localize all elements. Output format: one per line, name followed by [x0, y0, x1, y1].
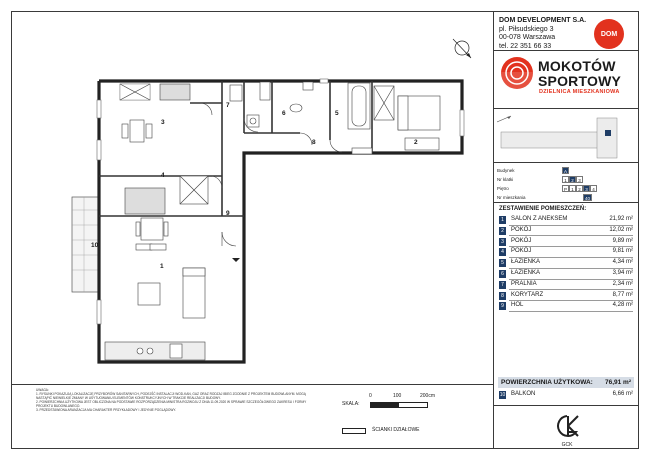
rooms-table-title: ZESTAWIENIE POMIESZCZEŃ: [499, 206, 587, 212]
scale-bar-graphic [370, 402, 428, 408]
scale-bar [342, 393, 482, 413]
total-area-row [498, 377, 634, 388]
dom-logo: DOM [594, 19, 624, 49]
room-area: 4,34 m² [612, 259, 633, 266]
scale-tick-0: 0 [369, 393, 372, 399]
room-number: 1 [499, 216, 506, 224]
balcony-row [499, 390, 633, 400]
room-row [499, 247, 633, 257]
room-label-6: 6 [282, 110, 286, 117]
room-name: POKÓJ [511, 248, 532, 255]
balcony-area: 6,66 m² [612, 391, 633, 397]
gck-logo [552, 412, 582, 448]
room-row-rule [509, 311, 633, 312]
room-label-10: 10 [91, 242, 99, 249]
location-cell: 2 [569, 176, 576, 183]
room-number: 9 [499, 302, 506, 310]
room-row [499, 280, 633, 290]
developer-city: 00-078 Warszawa [499, 34, 556, 42]
balcony-name: BALKON [511, 391, 536, 397]
room-label-3: 3 [161, 119, 165, 126]
total-area-value: 76,91 m² [604, 379, 631, 386]
brand-logo [500, 56, 630, 112]
location-separator [494, 202, 639, 203]
room-number: 5 [499, 259, 506, 267]
brand-separator [494, 108, 639, 109]
room-area: 3,94 m² [612, 270, 633, 276]
developer-info [499, 17, 586, 51]
location-row [497, 194, 612, 202]
room-row [499, 237, 633, 247]
room-area: 2,34 m² [612, 280, 633, 287]
keyplan-separator [494, 162, 639, 163]
developer-street: pl. Piłsudskiego 3 [499, 25, 554, 33]
room-number: 7 [499, 281, 506, 289]
developer-name: DOM DEVELOPMENT S.A. [499, 17, 587, 24]
location-cell: 1 [562, 176, 569, 183]
developer-phone: tel. 22 351 66 33 [499, 42, 552, 50]
scale-tick-1: 100 [393, 393, 402, 399]
room-number: 3 [499, 238, 506, 246]
location-row [497, 185, 612, 193]
room-area: 9,81 m² [612, 248, 633, 255]
room-row [499, 269, 633, 279]
room-number: 8 [499, 292, 506, 300]
location-row [497, 167, 612, 175]
total-area-label: POWIERZCHNIA UŻYTKOWA: [501, 379, 593, 386]
room-name: ŁAZIENKA [511, 259, 541, 266]
legend [342, 427, 482, 437]
room-name: ŁAZIENKA [511, 270, 541, 276]
location-cell: P [563, 187, 567, 192]
brand-circle-icon [500, 56, 534, 90]
location-cell: 3 [583, 185, 590, 192]
compass-icon [453, 39, 471, 58]
room-name: SALON Z ANEKSEM [511, 216, 568, 222]
key-plan [497, 114, 637, 162]
notes [36, 388, 319, 413]
balcony-number: 10 [499, 392, 506, 398]
room-label-5: 5 [335, 110, 339, 117]
location-cell: 3 [576, 176, 583, 183]
room-label-1: 1 [160, 263, 164, 270]
note-1: 1. RYSUNKI POKAZUJĄ LOKALIZACJĘ PRZYBORÓW SANITARNYCH, PODEJŚĆ INSTALACJI WOD-KAN, GAZ ORAZ RODZAJ IBIEG ZGODNIE Z PROJEKTEM BUDOWLANYM. MOGĄ NASTĄPIĆ NIEWIELKIE ZMIANY W USYTUOWANIU ELEMENTÓW KONSTRUKCYJNYCH W TRAKCIE REALIZACJI BUDOWY. [36, 392, 306, 401]
location-cell: A [563, 169, 567, 174]
room-area: 8,77 m² [612, 291, 633, 298]
location-row-label: Budynek [497, 168, 515, 173]
room-label-4: 4 [161, 172, 165, 179]
room-row [499, 258, 633, 268]
gck-logo-text: GCK [561, 442, 573, 448]
location-row-label: Nr klatki [497, 177, 514, 182]
room-area: 9,89 m² [612, 237, 633, 244]
room-row [499, 301, 633, 311]
brand-line-2: SPORTOWY [538, 73, 622, 89]
legend-label: ŚCIANKI DZIAŁOWE [372, 427, 420, 433]
location-cell: 4 [590, 185, 597, 192]
note-3: 3. PRZEDSTAWIONA ARANŻACJA MA CHARAKTER PRZYKŁADOWY I JEDYNIE POGLĄDOWY. [36, 408, 176, 413]
room-number: 4 [499, 248, 506, 256]
location-cell: 40 [584, 196, 590, 201]
notes-heading: UWAGA: [36, 388, 49, 392]
location-cell: 2 [576, 185, 583, 192]
scale-label: SKALA: [342, 401, 360, 407]
room-area: 12,02 m² [609, 226, 633, 233]
legend-swatch [342, 428, 366, 434]
room-label-7: 7 [226, 102, 230, 109]
room-row [499, 215, 633, 225]
header-separator [494, 50, 639, 51]
room-area: 4,28 m² [612, 302, 633, 309]
room-label-8: 8 [312, 139, 316, 146]
room-name: PRALNIA [511, 280, 537, 287]
room-row [499, 226, 633, 236]
note-2: 2. POWIERZCHNIA UŻYTKOWA JEST OBLICZONA NA PODSTAWIE ROZPORZĄDZENIA MINISTRA ROZWOJU Z DNIA 11.09.2020 W SPRAWIE SZCZEGÓŁOWEGO ZAKRESU I FORMY PROJEKTU BUDOWLANEGO. [36, 400, 307, 409]
location-cell: 1 [569, 185, 576, 192]
room-number: 2 [499, 227, 506, 235]
room-number: 6 [499, 270, 506, 278]
brand-line-1: MOKOTÓW [538, 58, 616, 74]
entrance-arrow-icon [232, 258, 240, 262]
room-name: KORYTARZ [511, 291, 544, 298]
room-name: POKÓJ [511, 237, 532, 244]
brand-tagline: DZIELNICA MIESZKANIOWA [539, 89, 620, 95]
table-separator [494, 405, 639, 406]
room-name: POKÓJ [511, 226, 532, 233]
room-label-2: 2 [414, 139, 418, 146]
room-row [499, 291, 633, 301]
location-row-label: Nr mieszkania [497, 195, 526, 200]
scale-tick-2: 200cm [420, 393, 436, 399]
room-label-9: 9 [226, 210, 230, 217]
location-row [497, 176, 612, 184]
sheet-divider-horizontal [11, 384, 494, 385]
room-area: 21,92 m² [609, 216, 633, 222]
location-row-label: Piętro [497, 186, 509, 191]
room-name: HOL [511, 302, 524, 309]
